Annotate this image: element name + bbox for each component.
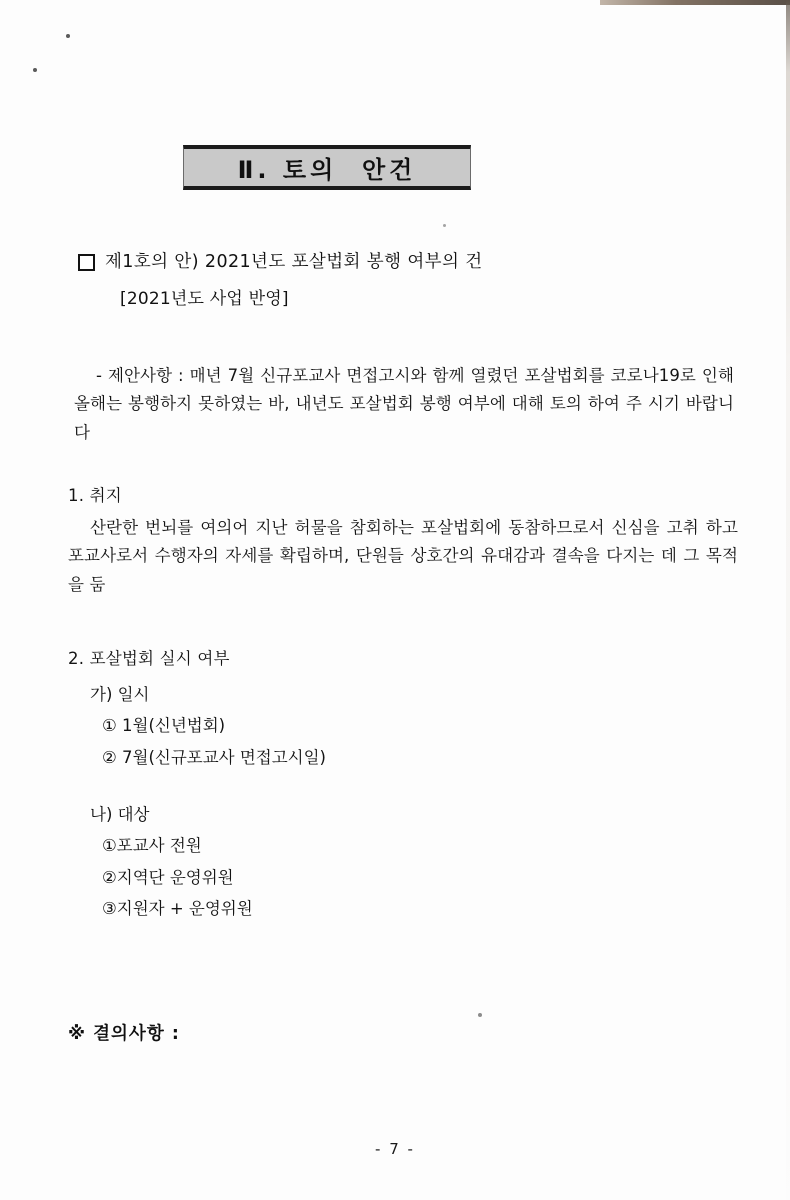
scan-speck (443, 224, 446, 227)
section-purpose-title (68, 482, 738, 506)
proposal-paragraph (74, 362, 734, 447)
subsection-target-item: ③지원자 + 운영위원 (102, 899, 253, 919)
section-implementation-label: 포살법회 실시 여부 (89, 649, 230, 668)
section-implementation (68, 645, 738, 924)
section-purpose-label: 취지 (89, 486, 122, 505)
proposal-line-2: 인해 올해는 봉행하지 못하였는 바, 내년도 포살법회 봉행 여부에 대해 토의 하여 주 (74, 366, 734, 414)
subsection-target-item: ②지역단 운영위원 (102, 867, 234, 887)
scan-artifact-top-edge (600, 0, 790, 5)
subsection-date-item: ② 7월(신규포교사 면접고시일) (102, 747, 326, 767)
subsection-date-label: 가) 일시 (90, 685, 150, 704)
agenda-item-1 (78, 248, 738, 309)
section-heading-text: Ⅱ. 토의 안건 (237, 156, 417, 184)
section-implementation-title (68, 645, 738, 669)
page-number: - 7 - (375, 1140, 415, 1158)
agenda-item-1-title-row (78, 248, 738, 273)
proposal-line-3: 시기 바랍니다 (74, 394, 734, 442)
subsection-target (68, 799, 738, 924)
section-purpose-line-1: 산란한 번뇌를 여의어 지난 허물을 참회하는 포살법회에 동참하므로서 신심을 고취 (90, 518, 699, 537)
scan-artifact-right-edge (786, 0, 790, 1200)
agenda-item-1-title: 제1호의 안) 2021년도 포살법회 봉행 여부의 건 (105, 252, 483, 272)
subsection-target-item: ①포교사 전원 (102, 836, 202, 856)
resolution-label: ※ 결의사항 : (68, 1024, 180, 1044)
section-purpose (68, 482, 738, 599)
section-purpose-paragraph (68, 514, 738, 599)
section-implementation-number: 2. (68, 649, 85, 668)
subsection-target-label: 나) 대상 (90, 805, 150, 825)
square-bullet-icon (78, 254, 95, 271)
agenda-item-1-subtitle: [2021년도 사업 반영] (120, 289, 289, 309)
section-purpose-number: 1. (68, 486, 85, 505)
subsection-date (68, 679, 738, 773)
section-purpose-line-3: 데 그 목적을 둠 (68, 546, 738, 594)
scan-speck (478, 1013, 482, 1017)
section-purpose-line-2: 하고 포교사로서 수행자의 자세를 확립하며, 단원들 상호간의 유대감과 결속을 다지는 (68, 518, 738, 566)
scan-speck (66, 34, 70, 38)
section-heading-box (183, 145, 471, 190)
proposal-line-1: - 제안사항 : 매년 7월 신규포교사 면접고시와 함께 열렸던 포살법회를 코로나19로 (96, 366, 696, 385)
scan-speck (33, 68, 37, 72)
subsection-date-item: ① 1월(신년법회) (102, 716, 226, 736)
